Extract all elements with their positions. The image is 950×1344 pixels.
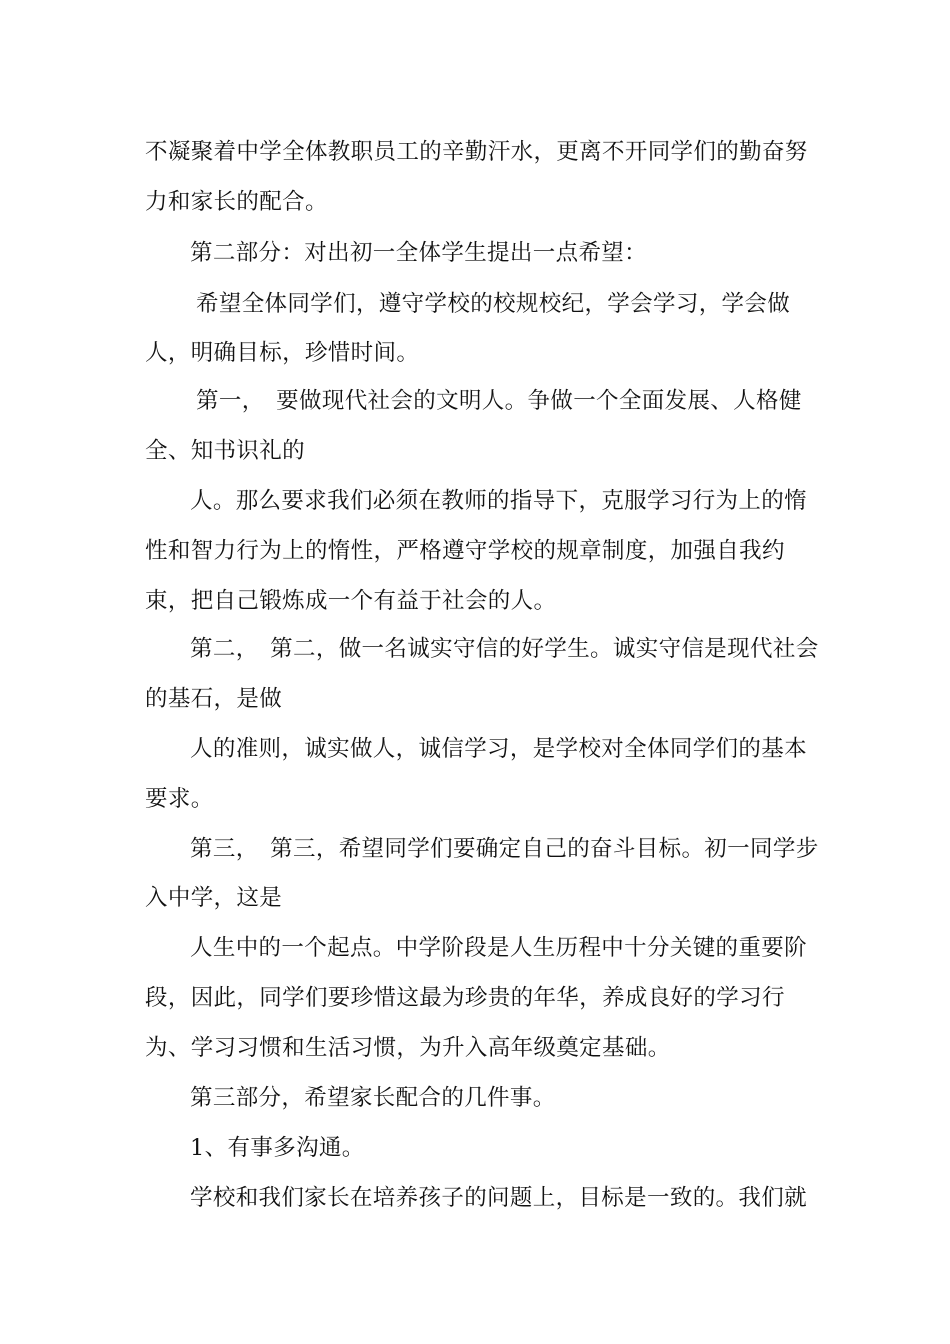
text-line: 人生中的一个起点。中学阶段是人生历程中十分关键的重要阶 (190, 935, 807, 961)
text-line: 束，把自己锻炼成一个有益于社会的人。 (145, 588, 557, 614)
text-line: 全、知书识礼的 (145, 438, 305, 464)
text-line: 学校和我们家长在培养孩子的问题上，目标是一致的。我们就 (190, 1185, 807, 1211)
text-line: 性和智力行为上的惰性，严格遵守学校的规章制度，加强自我约 (145, 538, 785, 564)
text-line: 第一， 要做现代社会的文明人。争做一个全面发展、人格健 (196, 388, 802, 414)
text-line: 人，明确目标，珍惜时间。 (145, 340, 420, 366)
text-line: 人。那么要求我们必须在教师的指导下，克服学习行为上的惰 (190, 488, 807, 514)
text-line: 希望全体同学们，遵守学校的校规校纪，学会学习，学会做 (196, 291, 791, 317)
section-heading: 第二部分：对出初一全体学生提出一点希望： (190, 240, 648, 266)
list-item: 1、有事多沟通。 (190, 1135, 365, 1161)
text-line: 力和家长的配合。 (145, 189, 328, 215)
text-line: 不凝聚着中学全体教职员工的辛勤汗水，更离不开同学们的勤奋努 (145, 139, 808, 165)
text-line: 段，因此，同学们要珍惜这最为珍贵的年华，养成良好的学习行 (145, 985, 785, 1011)
section-heading: 第三部分，希望家长配合的几件事。 (190, 1085, 556, 1111)
text-line: 人的准则，诚实做人，诚信学习，是学校对全体同学们的基本 (190, 736, 807, 762)
text-line: 入中学，这是 (145, 885, 283, 911)
text-line: 要求。 (145, 786, 214, 812)
text-line: 第二， 第二，做一名诚实守信的好学生。诚实守信是现代社会 (190, 636, 819, 662)
text-line: 的基石，是做 (145, 686, 283, 712)
text-line: 第三， 第三，希望同学们要确定自己的奋斗目标。初一同学步 (190, 836, 819, 862)
text-line: 为、学习习惯和生活习惯，为升入高年级奠定基础。 (145, 1035, 671, 1061)
